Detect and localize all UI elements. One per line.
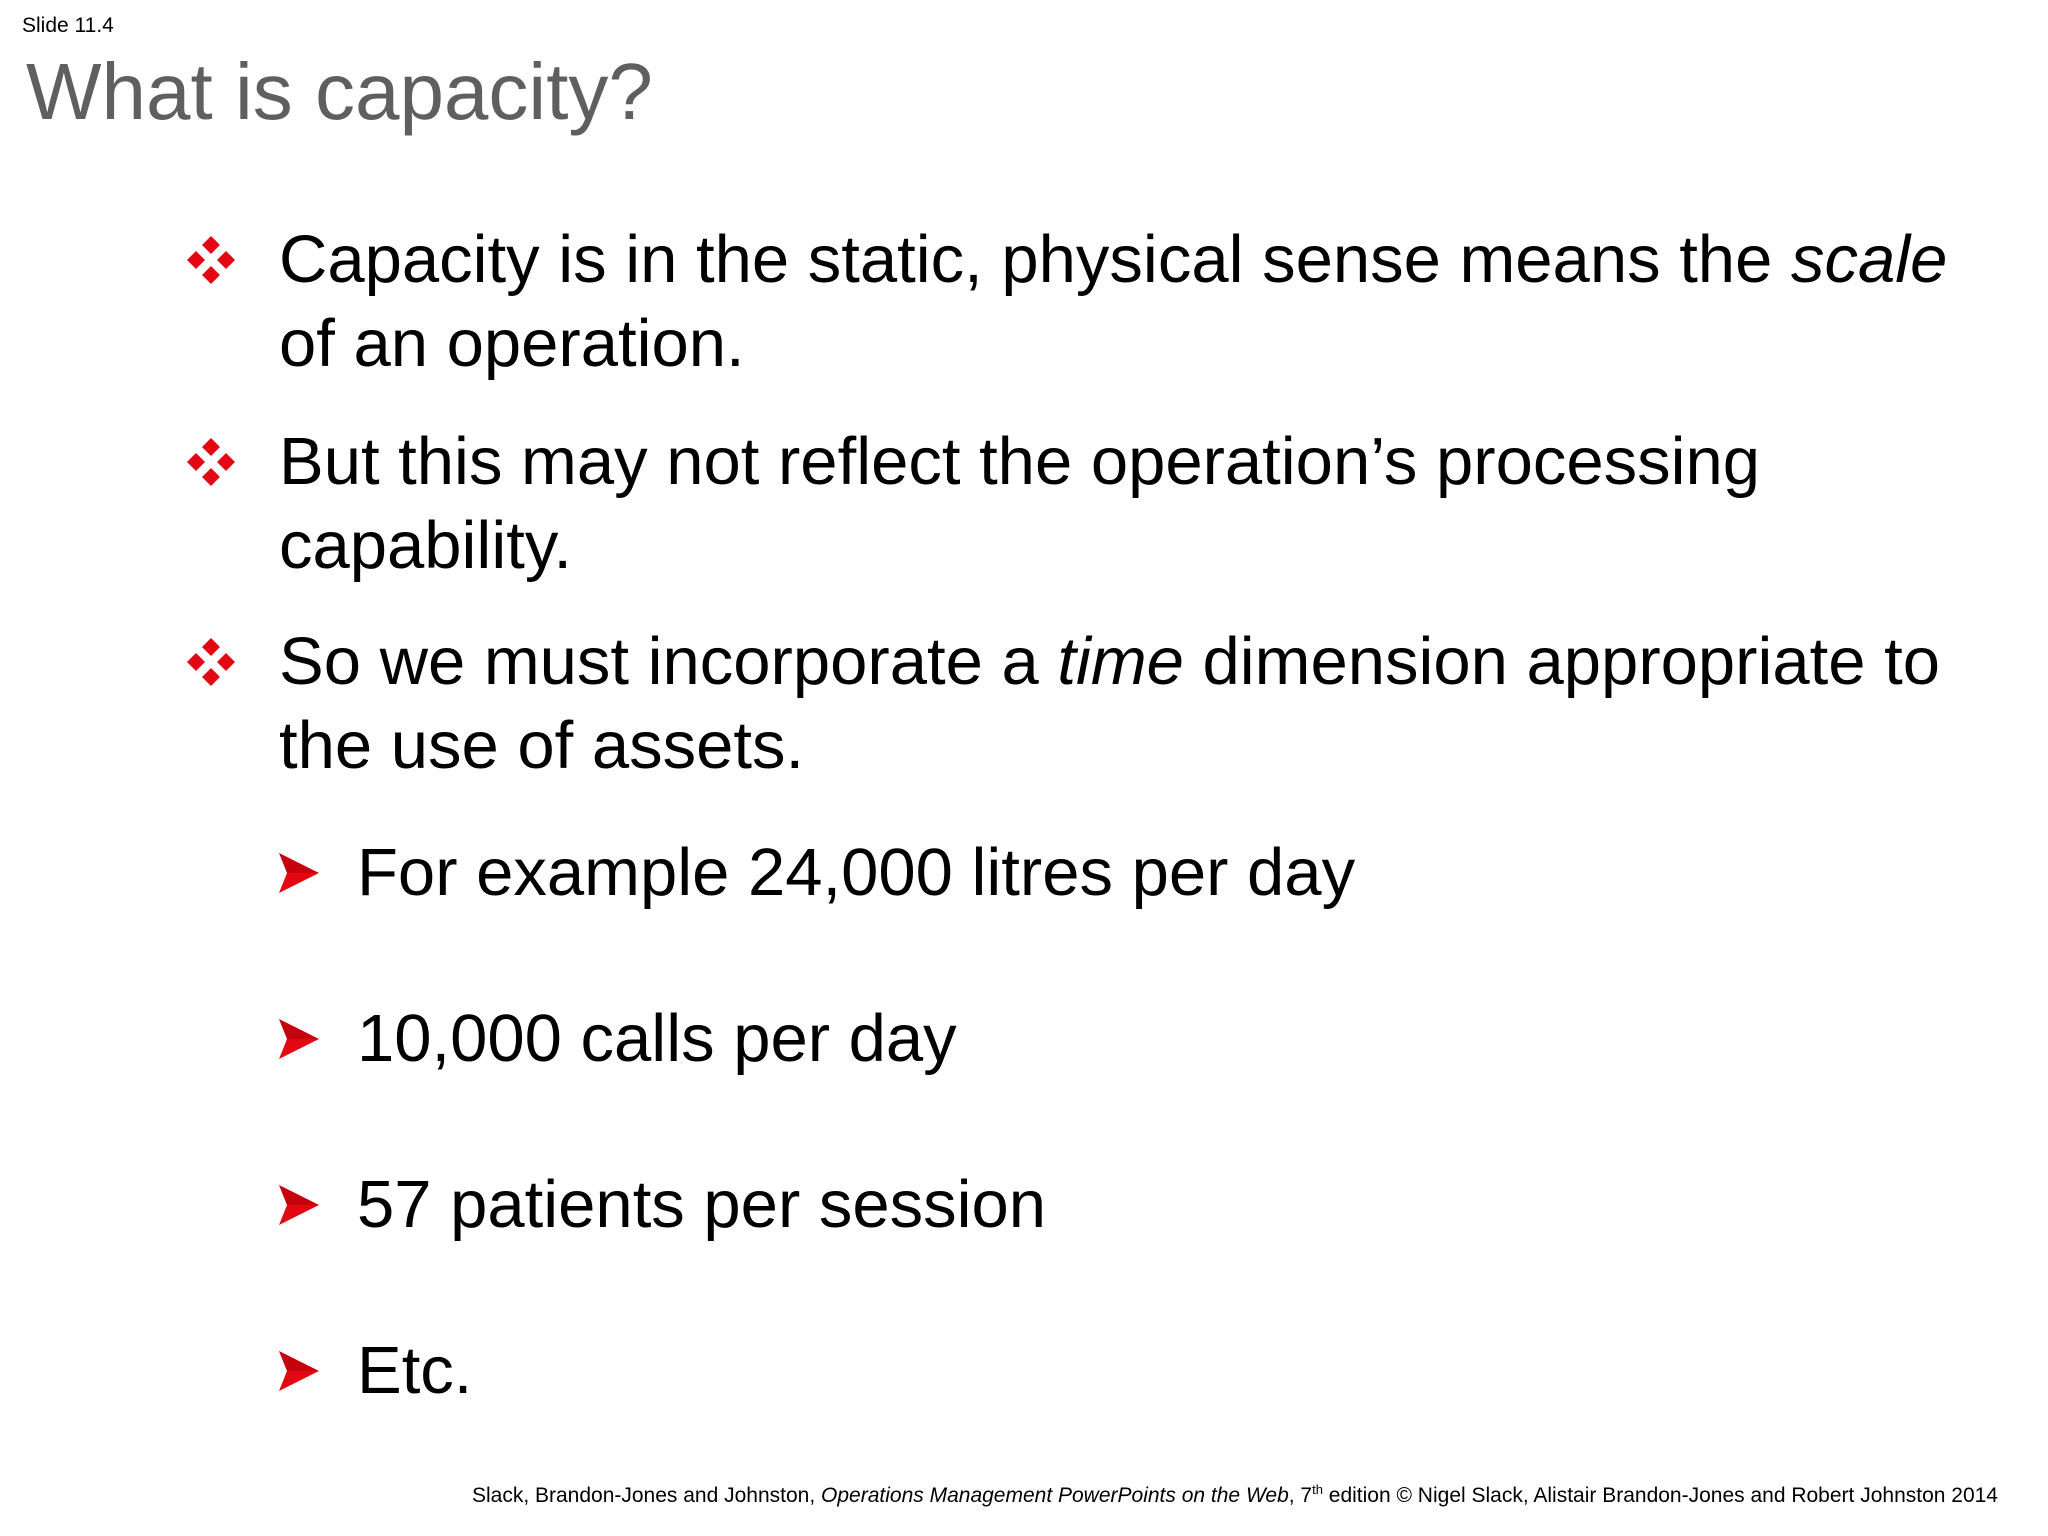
bullet-text: Capacity is in the static, physical sense means the scale of an operation. — [279, 222, 1948, 381]
bullet-item — [185, 620, 1965, 788]
arrowhead-icon — [277, 1349, 357, 1393]
bullet-text: So we must incorporate a time dimension appropriate to the use of assets. — [279, 624, 1940, 783]
sub-bullet-text: 10,000 calls per day — [357, 1001, 957, 1076]
sub-bullet-item — [277, 1160, 1046, 1250]
sub-bullet-item — [277, 828, 1355, 918]
diamond-cluster-icon — [185, 620, 279, 704]
footer-citation: Slack, Brandon-Jones and Johnston, Operations Management PowerPoints on the Web, 7th edition © Nigel Slack, Alistair Brandon-Jones and Robert Johnston 2014 — [471, 1482, 1998, 1507]
sub-bullet-text: 57 patients per session — [357, 1167, 1047, 1242]
slide-number: Slide 11.4 — [22, 14, 114, 37]
arrowhead-icon — [277, 851, 357, 895]
sub-bullet-item — [277, 1326, 472, 1416]
sub-bullet-item — [277, 994, 957, 1084]
bullet-text: But this may not reflect the operation’s processing capability. — [279, 424, 1761, 583]
bullet-item — [185, 218, 1965, 386]
bullet-item — [185, 420, 1965, 588]
slide-title: What is capacity? — [26, 47, 653, 136]
arrowhead-icon — [277, 1017, 357, 1061]
diamond-cluster-icon — [185, 420, 279, 504]
sub-bullet-text: Etc. — [357, 1333, 473, 1408]
arrowhead-icon — [277, 1183, 357, 1227]
sub-bullet-text: For example 24,000 litres per day — [357, 835, 1356, 910]
diamond-cluster-icon — [185, 218, 279, 302]
